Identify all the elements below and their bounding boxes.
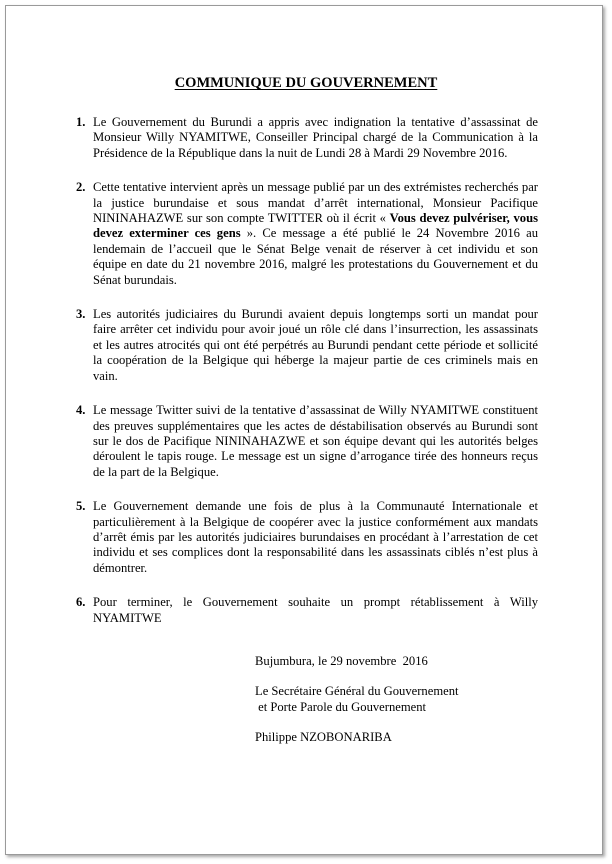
communique-list [76, 115, 538, 645]
twitter-quote: Vous devez pulvériser, vous devez exterminer ces gens [93, 211, 538, 241]
document-title [0, 75, 612, 92]
list-item-4 [76, 403, 538, 480]
signatory-name: Philippe NZOBONARIBA [255, 730, 392, 745]
item-number: 3. [76, 307, 86, 322]
item-text: Le Gouvernement du Burundi a appris avec indignation la tentative d’assassinat de Monsieur Willy NYAMITWE, Conseiller Principal chargé de la Communication à la Présidence de la République dans la nuit de Lundi 28 à Mardi 29 Novembre 2016. [93, 115, 538, 160]
item-number: 6. [76, 595, 86, 610]
signatory-role-line-2: et Porte Parole du Gouvernement [255, 699, 427, 714]
item-number: 4. [76, 403, 86, 418]
spacer [255, 715, 459, 730]
spacer [255, 669, 459, 684]
item-text: Le Gouvernement demande une fois de plus à la Communauté Internationale et particulièrement à la Belgique de coopérer avec la justice conformément aux mandats d’arrêt émis par les autorités judiciaires burundaises en procédant à l’arrestation de cet individu et ses complices dont la responsabilité dans les assassinats ciblés n’est plus à démontrer. [93, 499, 538, 575]
item-text: Le message Twitter suivi de la tentative d’assassinat de Willy NYAMITWE constituent des preuves supplémentaires que les actes de déstabilisation observés au Burundi sont sur le dos de Pacifique NININAHAZWE et son équipe devant qui les autorités belges déroulent le tapis rouge. Le message est un signe d’arrogance tirée des honneurs reçus de la part de la Belgique. [93, 403, 538, 479]
document-title-text: COMMUNIQUE DU GOUVERNEMENT [174, 75, 438, 91]
signature-block [255, 654, 459, 746]
item-number: 1. [76, 115, 86, 129]
list-item-6 [76, 595, 538, 626]
item-number: 5. [76, 499, 86, 514]
list-item-3 [76, 307, 538, 384]
item-text-after: ». Ce message a été publié le 24 Novembre 2016 au lendemain de l’accueil que le Sénat Belge venait de réserver à cet individu et son équipe en date du 21 novembre 2016, malgré les protestations du Gouvernement et du Sénat burundais. [93, 226, 539, 287]
item-text [93, 180, 538, 286]
place-date: Bujumbura, le 29 novembre 2016 [255, 654, 428, 668]
signatory-role-line-1: Le Secrétaire Général du Gouvernement [255, 684, 459, 699]
list-item-2 [76, 180, 538, 288]
item-number: 2. [76, 180, 86, 195]
item-text-before: Cette tentative intervient après un message publié par un des extrémistes recherchés par la justice burundaise et sous mandat d’arrêt international, Monsieur Pacifique NININAHAZWE sur son compte TWITTER où il écrit « [93, 180, 538, 226]
item-text: Pour terminer, le Gouvernement souhaite un prompt rétablissement à Willy NYAMITWE [93, 595, 538, 625]
list-item-1 [76, 115, 538, 161]
list-item-5 [76, 499, 538, 576]
item-text: Les autorités judiciaires du Burundi avaient depuis longtemps sorti un mandat pour faire arrêter cet individu pour avoir joué un rôle clé dans l’insurrection, les assassinats et les autres atrocités qui ont été perpétrés au Burundi pendant cette période et sollicité la coopération de la Belgique qui héberge la majeur partie de ces criminels mais en vain. [93, 307, 538, 383]
